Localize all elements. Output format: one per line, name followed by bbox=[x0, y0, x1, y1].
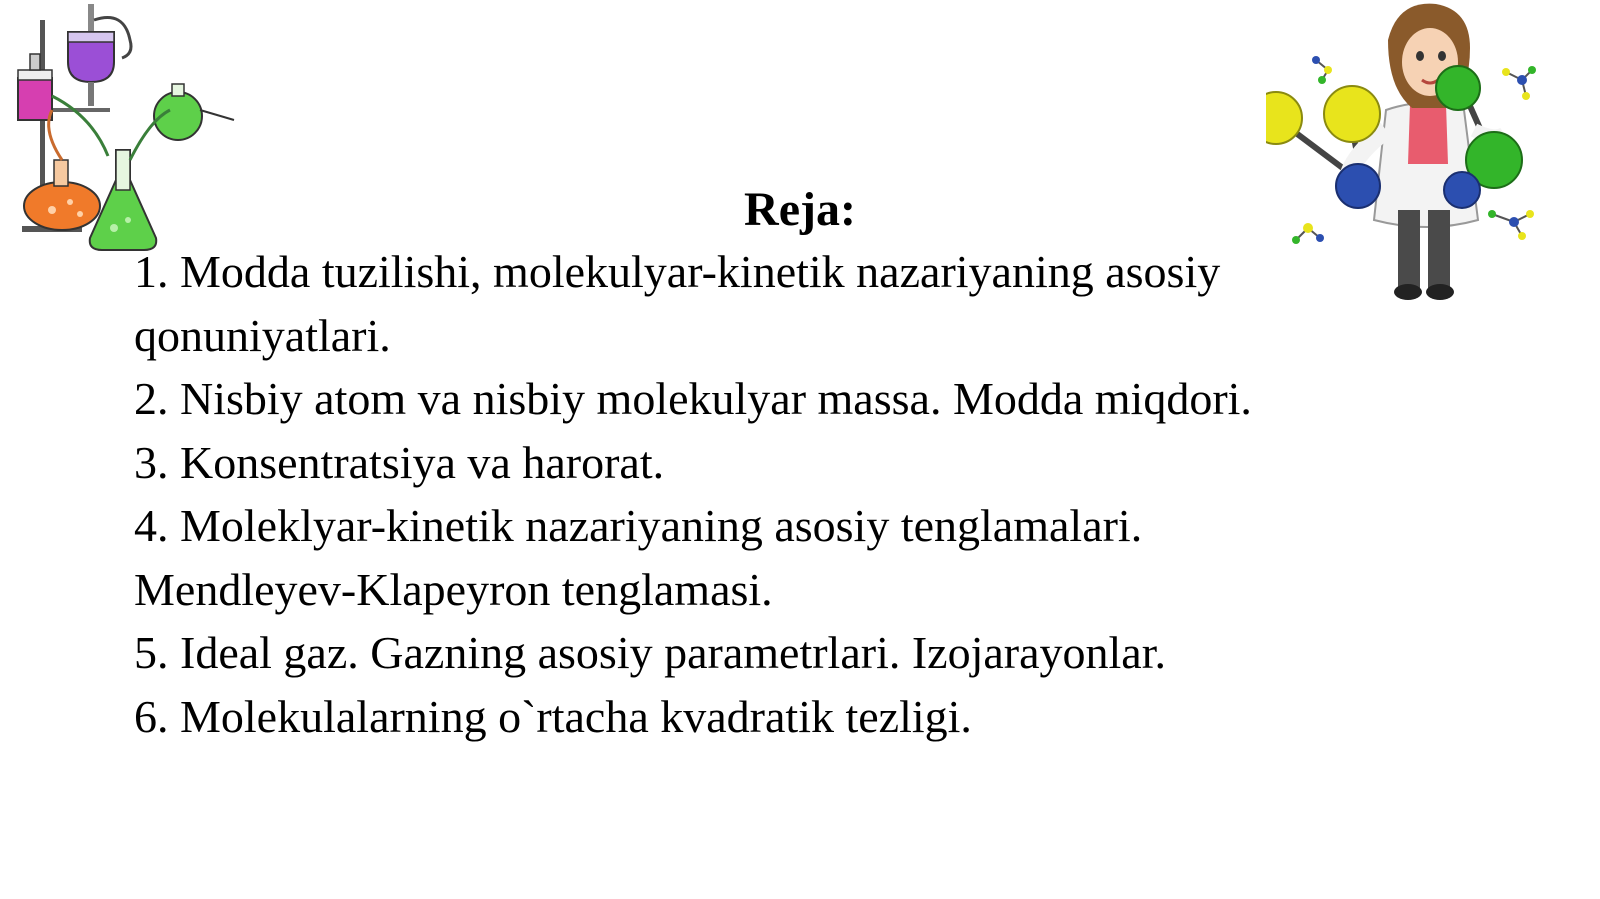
plan-list bbox=[134, 240, 1464, 748]
plan-item-5: 5. Ideal gaz. Gazning asosiy parametrlari. Izojarayonlar. bbox=[134, 627, 1166, 678]
plan-item-1-line-2: qonuniyatlari. bbox=[134, 309, 391, 361]
plan-item-6: 6. Molekulalarning o`rtacha kvadratik tezligi. bbox=[134, 690, 972, 742]
plan-item-2: 2. Nisbiy atom va nisbiy molekulyar massa. Modda miqdori. bbox=[134, 373, 1252, 424]
plan-item-4-line-1: 4. Moleklyar-kinetik nazariyaning asosiy tenglamalari. bbox=[134, 500, 1143, 551]
slide-title: Reja: bbox=[744, 183, 856, 236]
plan-item-4-line-2: Mendleyev-Klapeyron tenglamasi. bbox=[134, 563, 773, 615]
plan-item-1-line-1: 1. Modda tuzilishi, molekulyar-kinetik nazariyaning asosiy bbox=[134, 246, 1221, 297]
plan-item-3: 3. Konsentratsiya va harorat. bbox=[134, 436, 665, 488]
